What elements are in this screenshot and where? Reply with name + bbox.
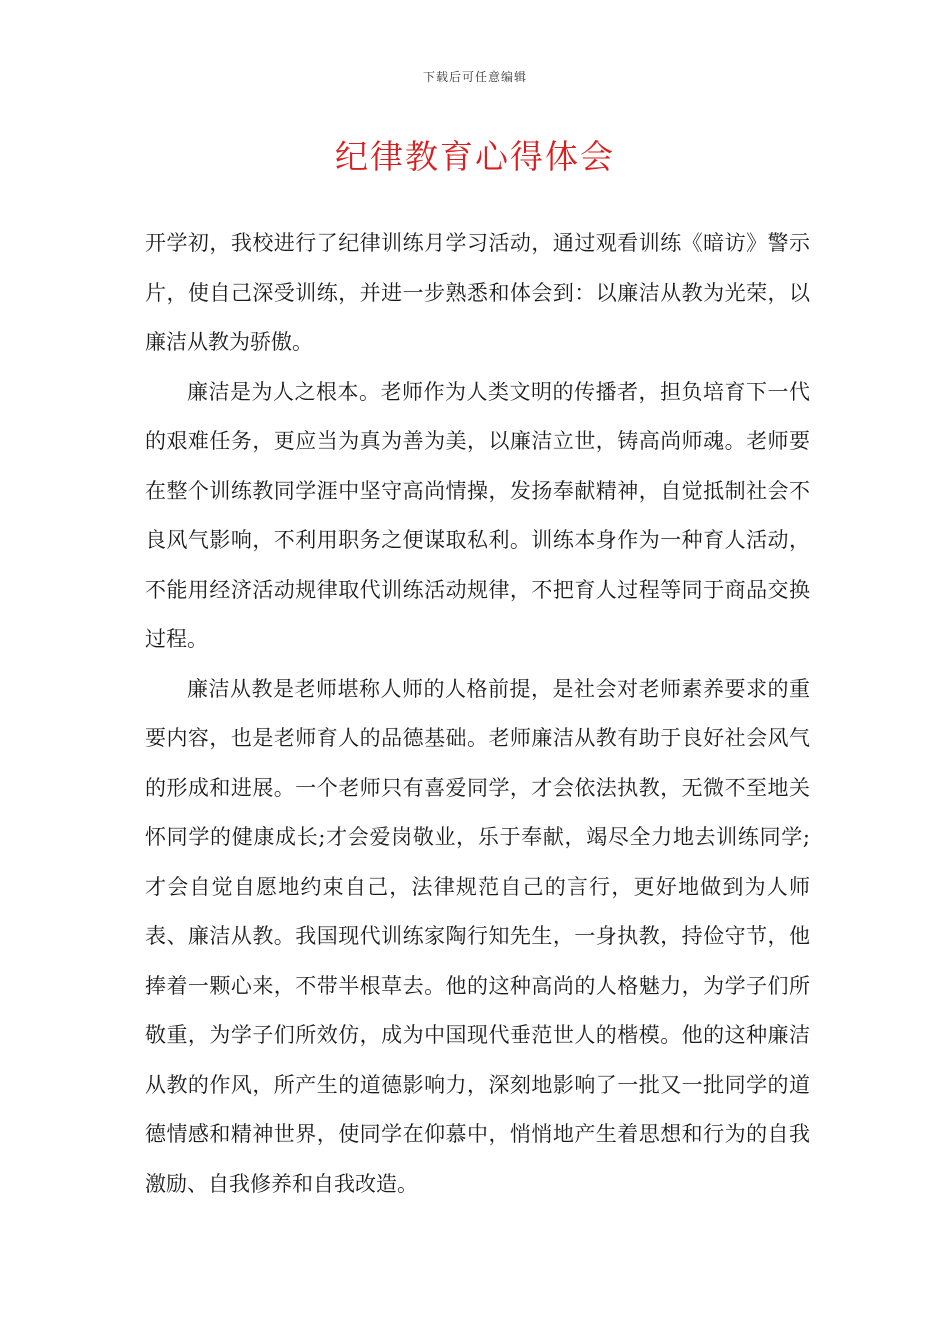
document-title: 纪律教育心得体会	[335, 137, 615, 176]
paragraph-1: 开学初，我校进行了纪律训练月学习活动，通过观看训练《暗访》警示片，使自己深受训练，并进一步熟悉和体会到：以廉洁从教为光荣，以廉洁从教为骄傲。	[145, 231, 810, 354]
paragraph-2: 廉洁是为人之根本。老师作为人类文明的传播者，担负培育下一代的艰难任务，更应当为真为善为美，以廉洁立世，铸高尚师魂。老师要在整个训练教同学涯中坚守高尚情操，发扬奉献精神，自觉抵制社会不良风气影响，不利用职务之便谋取私利。训练本身作为一种育人活动，不能用经济活动规律取代训练活动规律，不把育人过程等同于商品交换过程。	[145, 379, 810, 651]
page-header-note: 下载后可任意编辑	[422, 70, 527, 84]
document-body	[145, 219, 810, 1209]
paragraph-3: 廉洁从教是老师堪称人师的人格前提，是社会对老师素养要求的重要内容，也是老师育人的品德基础。老师廉洁从教有助于良好社会风气的形成和进展。一个老师只有喜爱同学，才会依法执教，无微不至地关怀同学的健康成长;才会爱岗敬业，乐于奉献，竭尽全力地去训练同学;才会自觉自愿地约束自己，法律规范自己的言行，更好地做到为人师表、廉洁从教。我国现代训练家陶行知先生，一身执教，持俭守节，他捧着一颗心来，不带半根草去。他的这种高尚的人格魅力，为学子们所敬重，为学子们所效仿，成为中国现代垂范世人的楷模。他的这种廉洁从教的作风，所产生的道德影响力，深刻地影响了一批又一批同学的道德情感和精神世界，使同学在仰慕中，悄悄地产生着思想和行为的自我激励、自我修养和自我改造。	[145, 676, 810, 1196]
